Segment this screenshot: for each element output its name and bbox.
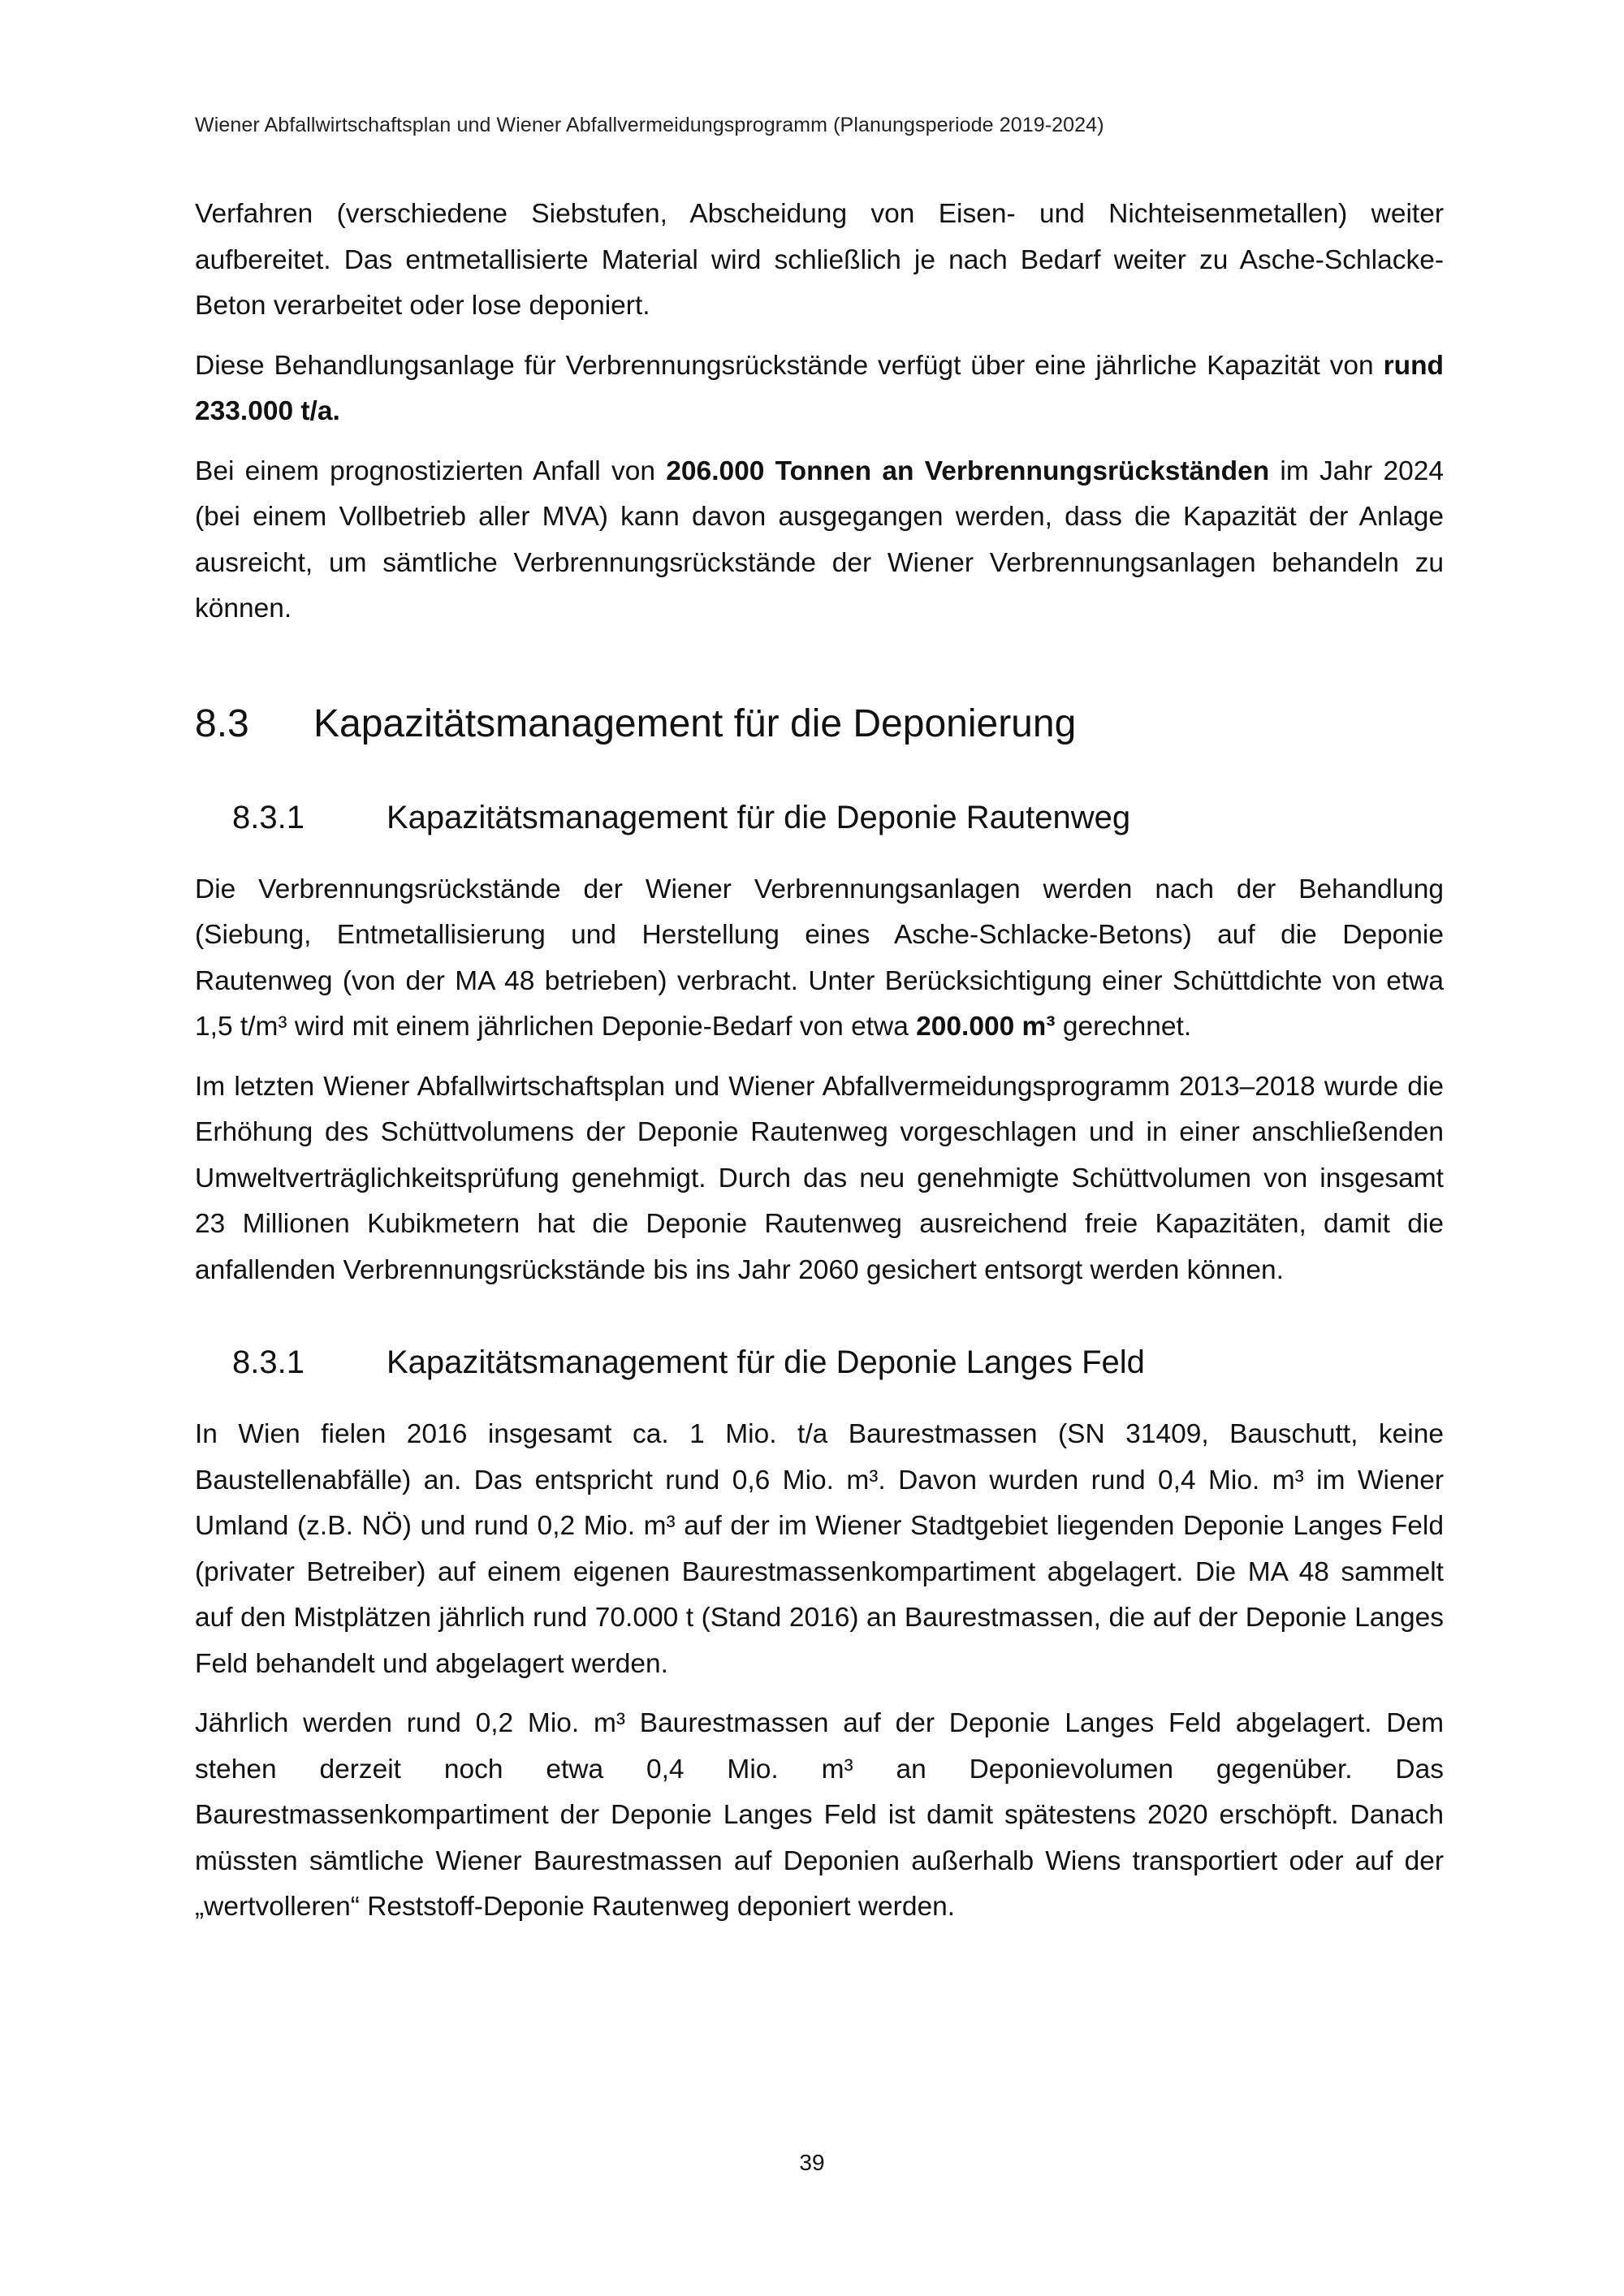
bold-annual-demand: 200.000 m³ <box>916 1012 1056 1042</box>
section-title: Kapazitätsmanagement für die Deponierung <box>313 701 1077 745</box>
subsection-heading-langes-feld <box>232 1342 1444 1383</box>
page-content <box>195 192 1444 1944</box>
subsection-title: Kapazitätsmanagement für die Deponie Rautenweg <box>387 799 1131 835</box>
paragraph-rautenweg-1 <box>195 867 1444 1051</box>
section-number: 8.3 <box>195 701 249 745</box>
text-run: Die Verbrennungsrückstände der Wiener Verbrennungsanlagen werden nach der Behandlung (Siebung, Entmetallisierung und Herstellung eines Asche-Schlacke-Betons) auf die Deponie Rautenweg (von der MA 48 betrieben) verbracht. Unter Berücksichtigung einer Schüttdichte von etwa 1,5 t/m³ wird mit einem jährlichen Deponie-Bedarf von etwa <box>195 874 1444 1042</box>
running-header: Wiener Abfallwirtschaftsplan und Wiener Abfallvermeidungsprogramm (Planungsperiode 2019-2024) <box>195 114 1104 136</box>
paragraph-intro-2 <box>195 343 1444 435</box>
text-run: Diese Behandlungsanlage für Verbrennungsrückstände verfügt über eine jährliche Kapazität von <box>195 350 1384 381</box>
paragraph-rautenweg-2: Im letzten Wiener Abfallwirtschaftsplan und Wiener Abfallvermeidungsprogramm 2013–2018 wurde die Erhöhung des Schüttvolumens der Deponie Rautenweg vorgeschlagen und in einer anschließenden Umweltverträglichkeitsprüfung genehmigt. Durch das neu genehmigte Schüttvolumen von insgesamt 23 Millionen Kubikmetern hat die Deponie Rautenweg ausreichend freie Kapazitäten, damit die anfallenden Verbrennungsrückstände bis ins Jahr 2060 gesichert entsorgt werden können. <box>195 1071 1444 1285</box>
bold-capacity: rund 233.000 t/a. <box>195 350 1444 426</box>
subsection-number: 8.3.1 <box>232 1344 304 1380</box>
bold-forecast: 206.000 Tonnen an Verbrennungsrückständen <box>666 455 1270 486</box>
section-heading-8-3 <box>195 700 1444 749</box>
text-run: gerechnet. <box>1055 1012 1192 1042</box>
page-number: 39 <box>799 2150 825 2175</box>
subsection-number: 8.3.1 <box>232 799 304 835</box>
text-run: im Jahr 2024 (bei einem Vollbetrieb aller MVA) kann davon ausgegangen werden, dass die Kapazität der Anlage ausreicht, um sämtliche Verbrennungsrückstände der Wiener Verbrennungsanlagen behandeln zu können. <box>195 455 1444 624</box>
paragraph-langes-feld-1: In Wien fielen 2016 insgesamt ca. 1 Mio. t/a Baurestmassen (SN 31409, Bauschutt, keine Baustellenabfälle) an. Das entspricht rund 0,6 Mio. m³. Davon wurden rund 0,4 Mio. m³ im Wiener Umland (z.B. NÖ) und rund 0,2 Mio. m³ auf der im Wiener Stadtgebiet liegenden Deponie Langes Feld (privater Betreiber) auf einem eigenen Baurestmassenkompartiment abgelagert. Die MA 48 sammelt auf den Mistplätzen jährlich rund 70.000 t (Stand 2016) an Baurestmassen, die auf der Deponie Langes Feld behandelt und abgelagert werden. <box>195 1419 1444 1679</box>
paragraph-intro-3 <box>195 449 1444 632</box>
text-run: Bei einem prognostizierten Anfall von <box>195 455 667 486</box>
subsection-heading-rautenweg <box>232 797 1444 838</box>
paragraph-langes-feld-2: Jährlich werden rund 0,2 Mio. m³ Baurestmassen auf der Deponie Langes Feld abgelagert. Dem stehen derzeit noch etwa 0,4 Mio. m³ an Deponievolumen gegenüber. Das Baurestmassenkompartiment der Deponie Langes Feld ist damit spätestens 2020 erschöpft. Danach müssten sämtliche Wiener Baurestmassen auf Deponien außerhalb Wiens transportiert oder auf der „wertvolleren“ Reststoff-Deponie Rautenweg deponiert werden. <box>195 1708 1444 1922</box>
paragraph-intro-1: Verfahren (verschiedene Siebstufen, Abscheidung von Eisen- und Nichteisenmetallen) weiter aufbereitet. Das entmetallisierte Material wird schließlich je nach Bedarf weiter zu Asche-Schlacke-Beton verarbeitet oder lose deponiert. <box>195 199 1444 321</box>
subsection-title: Kapazitätsmanagement für die Deponie Langes Feld <box>387 1344 1145 1380</box>
